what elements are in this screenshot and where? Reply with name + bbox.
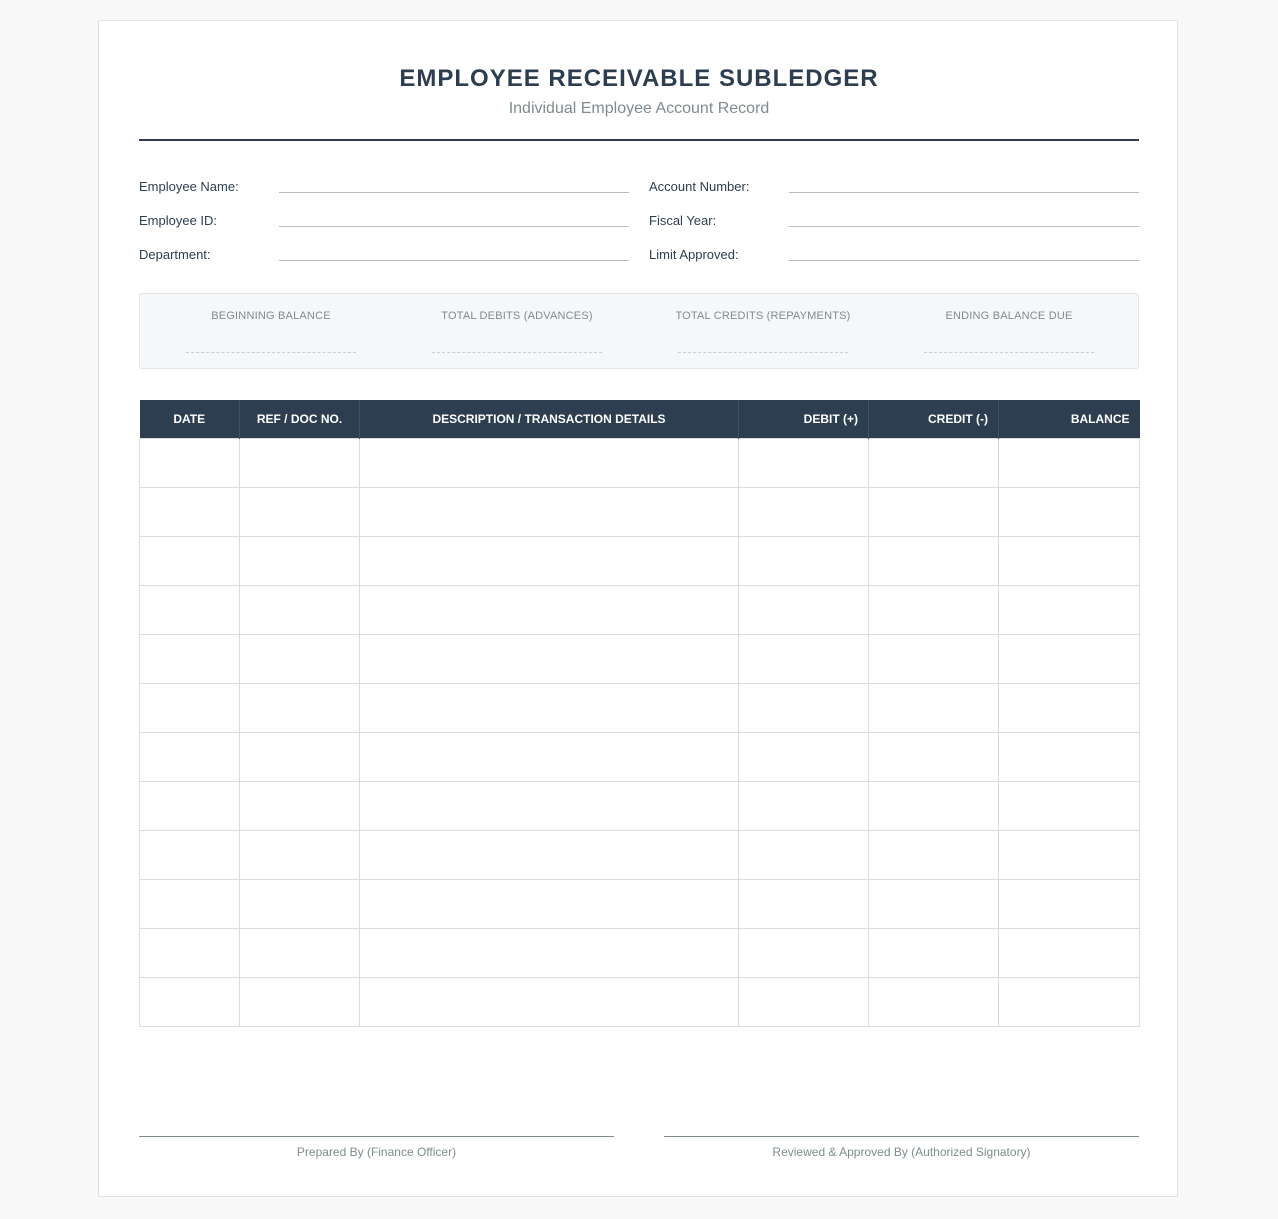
cell-date[interactable] — [140, 487, 240, 536]
cell-balance[interactable] — [999, 487, 1140, 536]
cell-ref[interactable] — [240, 536, 360, 585]
prepared-by-label: Prepared By (Finance Officer) — [296, 1145, 457, 1159]
col-header-description: DESCRIPTION / TRANSACTION DETAILS — [360, 400, 739, 438]
cell-balance[interactable] — [999, 634, 1140, 683]
cell-balance[interactable] — [999, 536, 1140, 585]
limit-approved-label: Limit Approved: — [649, 247, 739, 262]
cell-description[interactable] — [360, 830, 739, 879]
cell-date[interactable] — [140, 585, 240, 634]
cell-credit[interactable] — [869, 683, 999, 732]
table-row — [140, 683, 1140, 732]
cell-debit[interactable] — [739, 732, 869, 781]
header-divider — [139, 139, 1139, 141]
cell-description[interactable] — [360, 781, 739, 830]
cell-balance[interactable] — [999, 683, 1140, 732]
employee-id-input-line[interactable] — [279, 226, 629, 227]
cell-date[interactable] — [140, 830, 240, 879]
prepared-by-signature — [139, 1136, 614, 1160]
balance-summary-box — [139, 293, 1139, 369]
cell-description[interactable] — [360, 536, 739, 585]
cell-ref[interactable] — [240, 438, 360, 487]
employee-name-field — [139, 177, 629, 197]
approved-by-signature-line[interactable] — [664, 1136, 1139, 1137]
cell-debit[interactable] — [739, 683, 869, 732]
ledger-body — [140, 438, 1140, 1026]
cell-ref[interactable] — [240, 879, 360, 928]
cell-description[interactable] — [360, 977, 739, 1026]
cell-credit[interactable] — [869, 928, 999, 977]
account-number-input-line[interactable] — [789, 192, 1139, 193]
cell-date[interactable] — [140, 536, 240, 585]
employee-name-input-line[interactable] — [279, 192, 629, 193]
cell-debit[interactable] — [739, 977, 869, 1026]
cell-date[interactable] — [140, 879, 240, 928]
table-row — [140, 977, 1140, 1026]
cell-date[interactable] — [140, 928, 240, 977]
summary-ending-balance — [886, 294, 1132, 368]
beginning-balance-label: BEGINNING BALANCE — [211, 310, 331, 322]
cell-credit[interactable] — [869, 781, 999, 830]
ending-balance-label: ENDING BALANCE DUE — [945, 310, 1073, 322]
cell-debit[interactable] — [739, 536, 869, 585]
cell-credit[interactable] — [869, 585, 999, 634]
department-input-line[interactable] — [279, 260, 629, 261]
summary-total-credits — [640, 294, 886, 368]
ledger-table — [139, 400, 1140, 1027]
cell-description[interactable] — [360, 879, 739, 928]
total-credits-label: TOTAL CREDITS (REPAYMENTS) — [675, 310, 851, 322]
cell-date[interactable] — [140, 634, 240, 683]
cell-credit[interactable] — [869, 438, 999, 487]
summary-total-debits — [394, 294, 640, 368]
cell-description[interactable] — [360, 634, 739, 683]
limit-approved-input-line[interactable] — [789, 260, 1139, 261]
prepared-by-signature-line[interactable] — [139, 1136, 614, 1137]
cell-date[interactable] — [140, 438, 240, 487]
total-debits-value-line[interactable] — [432, 352, 602, 353]
table-row — [140, 634, 1140, 683]
cell-balance[interactable] — [999, 928, 1140, 977]
table-row — [140, 536, 1140, 585]
fiscal-year-field — [649, 211, 1139, 231]
cell-description[interactable] — [360, 585, 739, 634]
account-number-field — [649, 177, 1139, 197]
document-title: EMPLOYEE RECEIVABLE SUBLEDGER — [399, 65, 879, 92]
cell-ref[interactable] — [240, 585, 360, 634]
table-row — [140, 585, 1140, 634]
col-header-ref: REF / DOC NO. — [240, 400, 360, 438]
cell-balance[interactable] — [999, 977, 1140, 1026]
total-credits-value-line[interactable] — [678, 352, 848, 353]
limit-approved-field — [649, 245, 1139, 265]
document-subtitle: Individual Employee Account Record — [508, 100, 770, 117]
cell-credit[interactable] — [869, 879, 999, 928]
col-header-date: DATE — [140, 400, 240, 438]
ledger-form-page — [98, 20, 1178, 1197]
cell-debit[interactable] — [739, 634, 869, 683]
cell-description[interactable] — [360, 732, 739, 781]
cell-credit[interactable] — [869, 830, 999, 879]
employee-id-label: Employee ID: — [139, 213, 218, 228]
department-field — [139, 245, 629, 265]
cell-date[interactable] — [140, 683, 240, 732]
document-header — [139, 63, 1139, 119]
cell-date[interactable] — [140, 732, 240, 781]
table-row — [140, 732, 1140, 781]
cell-date[interactable] — [140, 781, 240, 830]
cell-credit[interactable] — [869, 634, 999, 683]
total-debits-label: TOTAL DEBITS (ADVANCES) — [441, 310, 593, 322]
cell-debit[interactable] — [739, 879, 869, 928]
ending-balance-value-line[interactable] — [924, 352, 1094, 353]
beginning-balance-value-line[interactable] — [186, 352, 356, 353]
account-number-label: Account Number: — [649, 179, 750, 194]
cell-balance[interactable] — [999, 438, 1140, 487]
cell-credit[interactable] — [869, 536, 999, 585]
cell-ref[interactable] — [240, 977, 360, 1026]
employee-info-fields — [139, 177, 1139, 287]
table-row — [140, 928, 1140, 977]
table-row — [140, 879, 1140, 928]
employee-id-field — [139, 211, 629, 231]
cell-description[interactable] — [360, 487, 739, 536]
cell-credit[interactable] — [869, 977, 999, 1026]
cell-date[interactable] — [140, 977, 240, 1026]
cell-balance[interactable] — [999, 585, 1140, 634]
ledger-header-row — [140, 400, 1140, 438]
summary-beginning-balance — [148, 294, 394, 368]
cell-credit[interactable] — [869, 487, 999, 536]
cell-ref[interactable] — [240, 487, 360, 536]
table-row — [140, 830, 1140, 879]
cell-description[interactable] — [360, 438, 739, 487]
cell-ref[interactable] — [240, 683, 360, 732]
col-header-credit: CREDIT (-) — [869, 400, 999, 438]
cell-ref[interactable] — [240, 732, 360, 781]
fiscal-year-label: Fiscal Year: — [649, 213, 717, 228]
cell-debit[interactable] — [739, 487, 869, 536]
cell-balance[interactable] — [999, 781, 1140, 830]
table-row — [140, 487, 1140, 536]
col-header-balance: BALANCE — [999, 400, 1140, 438]
employee-name-label: Employee Name: — [139, 179, 239, 194]
cell-ref[interactable] — [240, 830, 360, 879]
cell-description[interactable] — [360, 683, 739, 732]
col-header-debit: DEBIT (+) — [739, 400, 869, 438]
cell-ref[interactable] — [240, 781, 360, 830]
cell-debit[interactable] — [739, 438, 869, 487]
approved-by-signature — [664, 1136, 1139, 1160]
cell-balance[interactable] — [999, 830, 1140, 879]
department-label: Department: — [139, 247, 211, 262]
cell-debit[interactable] — [739, 830, 869, 879]
cell-credit[interactable] — [869, 732, 999, 781]
fiscal-year-input-line[interactable] — [789, 226, 1139, 227]
cell-debit[interactable] — [739, 585, 869, 634]
cell-debit[interactable] — [739, 928, 869, 977]
cell-debit[interactable] — [739, 781, 869, 830]
cell-ref[interactable] — [240, 928, 360, 977]
approved-by-label: Reviewed & Approved By (Authorized Signatory) — [772, 1145, 1031, 1159]
cell-ref[interactable] — [240, 634, 360, 683]
cell-description[interactable] — [360, 928, 739, 977]
cell-balance[interactable] — [999, 732, 1140, 781]
table-row — [140, 781, 1140, 830]
cell-balance[interactable] — [999, 879, 1140, 928]
table-row — [140, 438, 1140, 487]
